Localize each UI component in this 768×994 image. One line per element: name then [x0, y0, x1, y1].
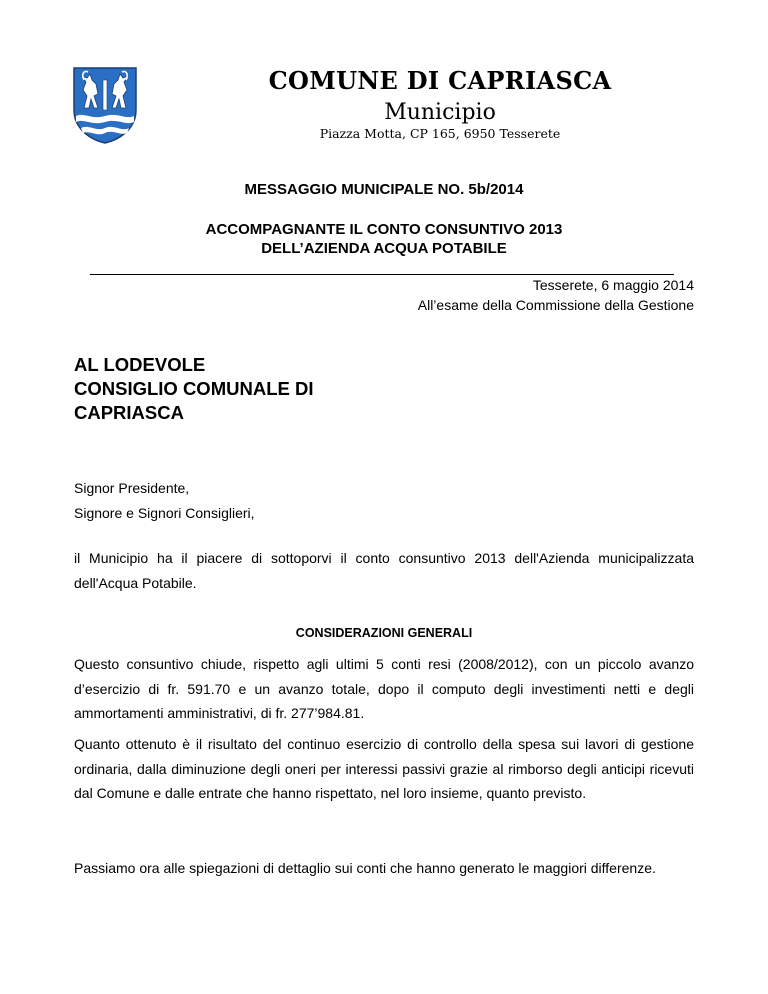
addressee-line: AL LODEVOLE — [74, 354, 206, 375]
organization-subtitle: Municipio — [384, 100, 496, 125]
place-date: Tesserete, 6 maggio 2014 — [532, 277, 694, 293]
message-subject — [0, 220, 768, 258]
message-title: MESSAGGIO MUNICIPALE NO. 5b/2014 — [244, 181, 524, 198]
organization-address: Piazza Motta, CP 165, 6950 Tesserete — [319, 126, 561, 141]
review-note: All’esame della Commissione della Gestione — [417, 297, 694, 313]
addressee-line: CAPRIASCA — [74, 402, 184, 423]
general-paragraph: Questo consuntivo chiude, rispetto agli ultimi 5 conti resi (2008/2012), con un piccolo avanzo d’esercizio di fr. 591.70 e un avanzo totale, dopo il computo degli investimenti netti e degli ammortamenti amministrativi, di fr. 277’984.81. — [74, 656, 694, 721]
details-paragraph: Passiamo ora alle spiegazioni di dettaglio sui conti che hanno generato le maggiori differenze. — [74, 860, 656, 876]
organization-name: COMUNE DI CAPRIASCA — [268, 66, 612, 95]
section-heading: CONSIDERAZIONI GENERALI — [295, 626, 473, 640]
divider — [90, 274, 674, 275]
subject-line: DELL’AZIENDA ACQUA POTABILE — [261, 240, 507, 257]
addressee-line: CONSIGLIO COMUNALE DI — [74, 378, 314, 399]
coat-of-arms-icon — [72, 66, 138, 144]
result-paragraph: Quanto ottenuto è il risultato del continuo esercizio di controllo della spesa sui lavori di gestione ordinaria, dalla diminuzione degli oneri per interessi passivi grazie al rimborso degli anticipi ricevuti dal Comune e dalle entrate che hanno rispettato, nel loro insieme, quanto previsto. — [74, 736, 694, 801]
addressee — [74, 353, 313, 425]
greeting-councillors: Signore e Signori Consiglieri, — [74, 505, 255, 521]
intro-paragraph: il Municipio ha il piacere di sottoporvi il conto consuntivo 2013 dell'Azienda municipalizzata dell'Acqua Potabile. — [74, 550, 694, 591]
greeting-president: Signor Presidente, — [74, 480, 190, 496]
subject-line: ACCOMPAGNANTE IL CONTO CONSUNTIVO 2013 — [205, 221, 563, 238]
